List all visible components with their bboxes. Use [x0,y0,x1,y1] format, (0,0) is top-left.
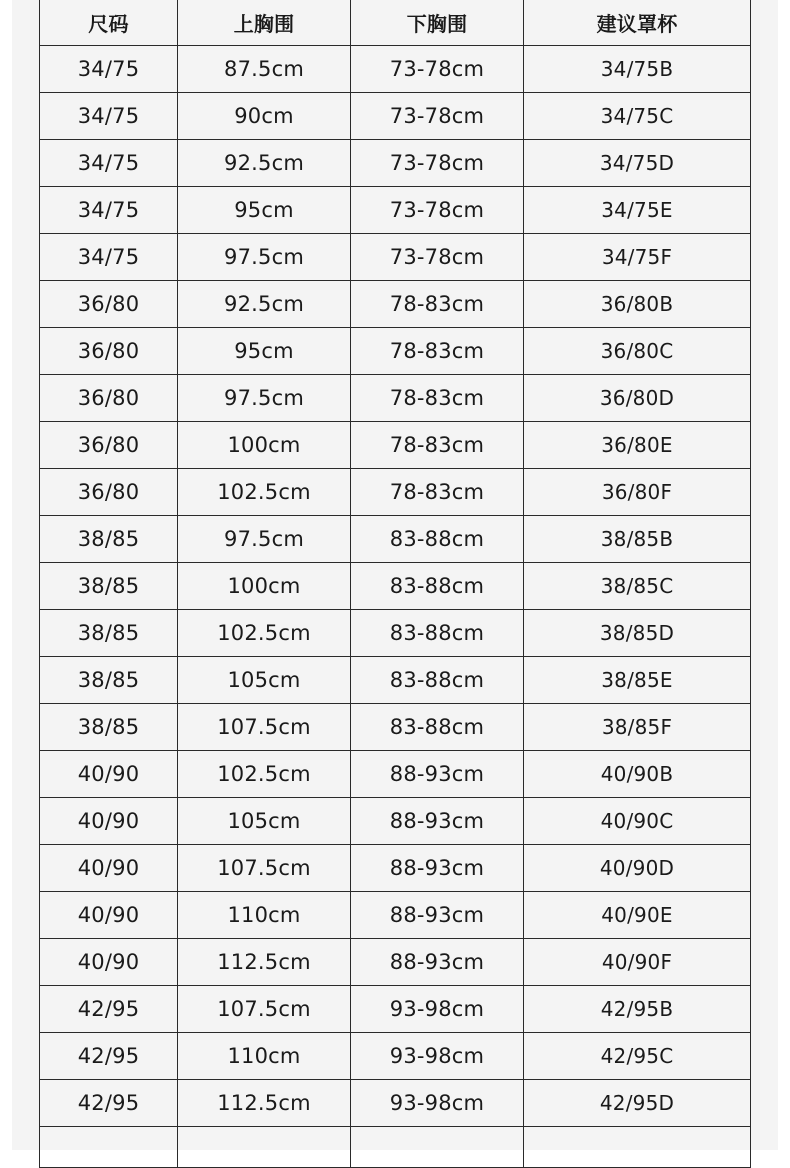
bust-cell: 107.5cm [178,704,351,751]
table-row [40,375,751,422]
bust-cell: 95cm [178,328,351,375]
bust-cell: 105cm [178,798,351,845]
table-row [40,469,751,516]
cup-cell: 36/80C [524,328,751,375]
cup-cell: 36/80E [524,422,751,469]
cup-cell: 40/90D [524,845,751,892]
header-row [40,0,751,46]
size-cell: 38/85 [40,610,178,657]
size-cell: 38/85 [40,704,178,751]
table-row [40,328,751,375]
cup-cell: 34/75F [524,234,751,281]
table-row [40,187,751,234]
cup-cell: 42/95B [524,986,751,1033]
table-row [40,281,751,328]
table-row [40,657,751,704]
cup-cell: 36/80F [524,469,751,516]
underbust-cell: 78-83cm [351,375,524,422]
header-underbust: 下胸围 [351,0,524,46]
table-row [40,704,751,751]
underbust-cell: 73-78cm [351,140,524,187]
table-row [40,892,751,939]
underbust-cell: 73-78cm [351,46,524,93]
header-recommended-cup: 建议罩杯 [524,0,751,46]
bust-cell: 105cm [178,657,351,704]
cup-cell: 42/95D [524,1080,751,1127]
table-row [40,516,751,563]
size-cell: 36/80 [40,469,178,516]
size-cell: 38/85 [40,657,178,704]
underbust-cell: 83-88cm [351,704,524,751]
bust-cell: 97.5cm [178,516,351,563]
bust-cell: 107.5cm [178,986,351,1033]
bust-cell: 102.5cm [178,751,351,798]
underbust-cell: 93-98cm [351,1080,524,1127]
size-cell: 34/75 [40,187,178,234]
size-cell: 40/90 [40,798,178,845]
bust-cell: 97.5cm [178,375,351,422]
empty-cell [178,1127,351,1168]
underbust-cell: 88-93cm [351,939,524,986]
header-bust: 上胸围 [178,0,351,46]
underbust-cell: 88-93cm [351,845,524,892]
header-size: 尺码 [40,0,178,46]
cup-cell: 38/85E [524,657,751,704]
table-row [40,939,751,986]
size-cell: 40/90 [40,751,178,798]
underbust-cell: 73-78cm [351,187,524,234]
size-cell: 36/80 [40,422,178,469]
bust-cell: 110cm [178,1033,351,1080]
table-row [40,563,751,610]
size-cell: 40/90 [40,892,178,939]
cup-cell: 40/90E [524,892,751,939]
size-cell: 38/85 [40,563,178,610]
bust-cell: 97.5cm [178,234,351,281]
size-cell: 34/75 [40,140,178,187]
empty-cell [524,1127,751,1168]
table-row [40,751,751,798]
table-row [40,93,751,140]
underbust-cell: 88-93cm [351,892,524,939]
cup-cell: 34/75B [524,46,751,93]
table-row [40,986,751,1033]
underbust-cell: 78-83cm [351,281,524,328]
table-row [40,140,751,187]
cup-cell: 38/85D [524,610,751,657]
size-cell: 34/75 [40,234,178,281]
size-cell: 42/95 [40,986,178,1033]
table-row [40,1033,751,1080]
size-cell: 42/95 [40,1033,178,1080]
table-row [40,422,751,469]
size-cell: 42/95 [40,1080,178,1127]
underbust-cell: 73-78cm [351,93,524,140]
size-cell: 34/75 [40,46,178,93]
underbust-cell: 93-98cm [351,986,524,1033]
empty-cell [351,1127,524,1168]
bust-cell: 87.5cm [178,46,351,93]
bust-cell: 110cm [178,892,351,939]
underbust-cell: 83-88cm [351,657,524,704]
underbust-cell: 88-93cm [351,751,524,798]
underbust-cell: 78-83cm [351,469,524,516]
underbust-cell: 83-88cm [351,516,524,563]
bust-cell: 107.5cm [178,845,351,892]
size-cell: 36/80 [40,375,178,422]
size-cell: 40/90 [40,939,178,986]
underbust-cell: 83-88cm [351,563,524,610]
cup-cell: 40/90B [524,751,751,798]
size-chart-table [39,0,751,1168]
cup-cell: 38/85C [524,563,751,610]
cup-cell: 34/75E [524,187,751,234]
cup-cell: 42/95C [524,1033,751,1080]
size-cell: 40/90 [40,845,178,892]
cup-cell: 36/80B [524,281,751,328]
cup-cell: 34/75D [524,140,751,187]
table-row [40,234,751,281]
table-body [40,46,751,1168]
bust-cell: 100cm [178,422,351,469]
table-row-cut-off [40,1127,751,1168]
empty-cell [40,1127,178,1168]
bust-cell: 112.5cm [178,939,351,986]
bust-cell: 100cm [178,563,351,610]
size-cell: 34/75 [40,93,178,140]
bust-cell: 90cm [178,93,351,140]
table-row [40,1080,751,1127]
cup-cell: 38/85B [524,516,751,563]
cup-cell: 40/90F [524,939,751,986]
cup-cell: 40/90C [524,798,751,845]
table-row [40,798,751,845]
size-cell: 36/80 [40,328,178,375]
table-row [40,845,751,892]
underbust-cell: 88-93cm [351,798,524,845]
bust-cell: 92.5cm [178,140,351,187]
underbust-cell: 78-83cm [351,328,524,375]
underbust-cell: 78-83cm [351,422,524,469]
underbust-cell: 73-78cm [351,234,524,281]
underbust-cell: 83-88cm [351,610,524,657]
cup-cell: 34/75C [524,93,751,140]
table-row [40,46,751,93]
cup-cell: 36/80D [524,375,751,422]
bust-cell: 102.5cm [178,610,351,657]
table-row [40,610,751,657]
size-cell: 36/80 [40,281,178,328]
cup-cell: 38/85F [524,704,751,751]
bust-cell: 112.5cm [178,1080,351,1127]
size-cell: 38/85 [40,516,178,563]
underbust-cell: 93-98cm [351,1033,524,1080]
bust-cell: 102.5cm [178,469,351,516]
bust-cell: 92.5cm [178,281,351,328]
bust-cell: 95cm [178,187,351,234]
